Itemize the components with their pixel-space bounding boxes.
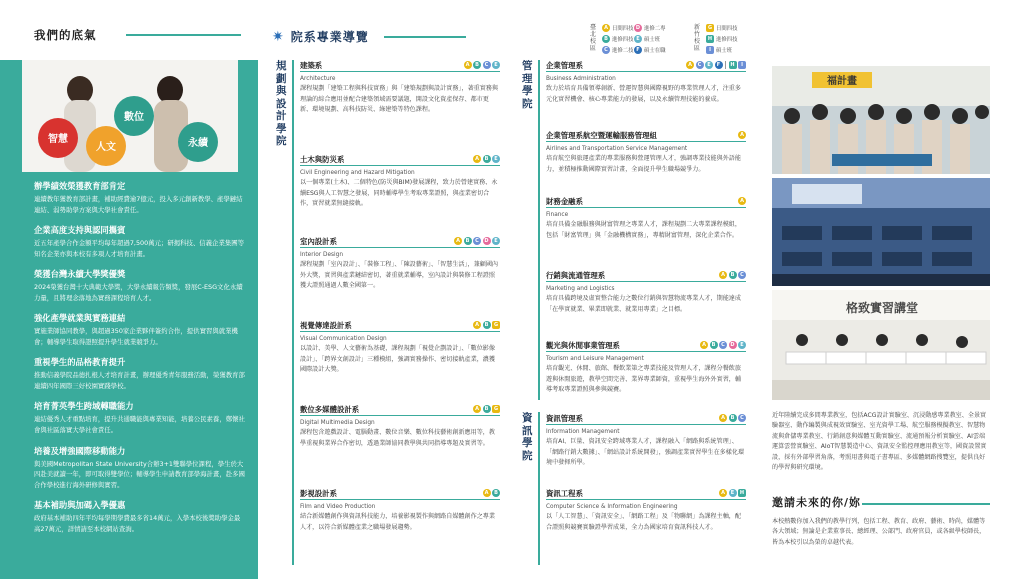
program-badges bbox=[473, 155, 500, 163]
college-bar-1 bbox=[292, 60, 294, 565]
department-card bbox=[300, 154, 500, 210]
program-badge: A bbox=[464, 61, 472, 69]
invite-rule bbox=[862, 503, 990, 505]
legend-taipei-label: 臺北校區 bbox=[590, 24, 597, 52]
legend-marker: I bbox=[706, 46, 714, 54]
advantage-body: 連結優秀人才重點培育，提升共通職能與專業知能，培養公民素養，鄭懷社會與社區落實大學社會責任。 bbox=[34, 415, 245, 435]
department-english-name: Marketing and Logistics bbox=[546, 286, 615, 292]
advantage-block bbox=[34, 269, 246, 304]
invite-text: 本校熱數你加入我們的教學行列，包括工程、教育、政府、藝術、時尚，媒體等各大領域；無論是企業董事長、總經理、公部門、政府官員，或各級學校師長，皆為本校引以為榮的卓越代表。 bbox=[772, 518, 986, 546]
badge-separator bbox=[725, 61, 726, 69]
advantage-body: 實施業師協同教學，與超過350家企業夥伴簽約合作，提供實習與就業機會；輔導學生取得證照提升學生就業競爭力。 bbox=[34, 327, 238, 347]
program-badges bbox=[483, 489, 501, 497]
department-name: 影視設計系 bbox=[300, 488, 337, 498]
department-header bbox=[300, 320, 500, 332]
program-badge: F bbox=[715, 61, 723, 69]
department-english-name: Visual Communication Design bbox=[300, 336, 387, 342]
department-header bbox=[300, 154, 500, 166]
program-badge: D bbox=[730, 342, 735, 348]
department-card bbox=[546, 340, 746, 396]
college-bar-3 bbox=[538, 412, 540, 565]
section-rule bbox=[384, 36, 466, 38]
legend-hsinchu-label: 新竹校區 bbox=[694, 24, 701, 52]
left-panel bbox=[0, 0, 258, 579]
program-badge: B bbox=[710, 341, 718, 349]
program-badge: C bbox=[696, 61, 704, 69]
college-planning-design: 規劃與設計學院 bbox=[276, 60, 287, 147]
legend-marker: F bbox=[634, 46, 642, 54]
department-card bbox=[546, 413, 746, 469]
sign-3: 數位 bbox=[124, 112, 144, 123]
program-badge: H bbox=[739, 490, 745, 496]
department-name: 室內設計系 bbox=[300, 236, 337, 246]
legend-label: 碩士班 bbox=[716, 48, 733, 54]
program-badges bbox=[719, 414, 746, 422]
department-card bbox=[546, 130, 746, 175]
advantage-body: 推動信義學院品德扎根人才培育計畫，辦理優秀青年服務活動，榮獲教育部連續四年國際三好校園實踐學校。 bbox=[34, 371, 245, 391]
advantage-block bbox=[34, 313, 246, 348]
legend-marker: C bbox=[602, 46, 610, 54]
department-description: 以「人工智慧」、「資訊安全」、「網路工程」及「物聯網」為課程主軸，配合證照與競賽實驗證學習成果，全力為國家培育資訊科技人才。 bbox=[546, 513, 741, 531]
department-name: 行銷與流通管理系 bbox=[546, 270, 606, 280]
advantage-block bbox=[34, 446, 246, 491]
legend-item bbox=[634, 24, 666, 32]
program-badge: H bbox=[730, 62, 735, 68]
department-description: 課程規劃「建築工程與科技實務」與「建築規劃與設計實務」，著重實務與理論的綜合應用並配合建築領域需要議題，開設文化資產保存、都市更新、環境規劃、高科技防災、綠建築等特色課程。 bbox=[300, 85, 499, 114]
left-header bbox=[0, 0, 258, 60]
advantage-heading: 強化產學就業與實務連結 bbox=[34, 313, 126, 324]
department-name: 企業管理系 bbox=[546, 60, 583, 70]
advantage-heading: 企業高度支持與認同攜賓 bbox=[34, 225, 126, 236]
legend-label: 進修二技 bbox=[612, 48, 634, 54]
department-english-name: Digital Multimedia Design bbox=[300, 420, 375, 426]
program-badge: B bbox=[483, 321, 491, 329]
advantage-list bbox=[34, 181, 246, 545]
program-badge: A bbox=[483, 489, 491, 497]
hall-sign: 格致實習講堂 bbox=[845, 301, 919, 315]
legend-marker: E bbox=[634, 35, 642, 43]
department-english-name: Information Management bbox=[546, 429, 620, 435]
students-photo bbox=[22, 60, 238, 172]
program-badges bbox=[473, 321, 500, 329]
department-header bbox=[546, 60, 746, 72]
department-name: 企業管理系航空暨運輸服務管理組 bbox=[546, 130, 657, 140]
legend-label: 碩士在職 bbox=[644, 48, 666, 54]
legend-marker: H bbox=[707, 36, 713, 42]
left-title: 我們的底氣 bbox=[34, 28, 97, 42]
department-card bbox=[546, 60, 746, 105]
program-badge: A bbox=[719, 271, 727, 279]
department-header bbox=[300, 404, 500, 416]
department-header bbox=[546, 270, 746, 282]
advantage-block bbox=[34, 357, 246, 392]
department-english-name: Tourism and Leisure Management bbox=[546, 356, 644, 362]
department-english-name: Film and Video Production bbox=[300, 504, 376, 510]
advantage-block bbox=[34, 181, 246, 216]
program-badge: C bbox=[719, 341, 727, 349]
legend-marker: A bbox=[602, 24, 610, 32]
department-description: 培育具備跨境及虛實整合能力之數位行銷與智慧物流專業人才，期能達成「在學實就業、畢業即就業、就業用專業」之目標。 bbox=[546, 295, 741, 313]
program-badge: B bbox=[492, 489, 500, 497]
advantage-heading: 重視學生的品格教育提升 bbox=[34, 357, 126, 368]
title-rule bbox=[126, 34, 241, 36]
advantage-heading: 基本補助與加碼入學優惠 bbox=[34, 500, 126, 511]
program-badge: D bbox=[484, 238, 489, 244]
program-badge: E bbox=[492, 61, 500, 69]
program-badge: A bbox=[738, 197, 746, 205]
legend-marker: G bbox=[707, 25, 713, 31]
program-badge: A bbox=[738, 131, 746, 139]
legend-item bbox=[706, 35, 738, 43]
program-badges bbox=[473, 405, 500, 413]
advantage-body: 2024榮獲台灣十大典範大學獎，大學永續報告類獎，發展C-ESG文化永續力量，且將理念落地為實務課程培育人才。 bbox=[34, 283, 243, 302]
program-badge: A bbox=[473, 321, 481, 329]
program-badges bbox=[719, 271, 746, 279]
department-card bbox=[546, 270, 746, 315]
program-badge: G bbox=[493, 406, 499, 412]
department-name: 建築系 bbox=[300, 60, 323, 70]
program-badge: A bbox=[473, 155, 481, 163]
department-description: 結合新媒體創作與資訊科技能力，培養影視製作與網路自媒體創作之專業人才，以符合新媒體產業之職場發展趨勢。 bbox=[300, 513, 495, 531]
advantage-block bbox=[34, 225, 246, 260]
legend-label: 進修四技 bbox=[716, 37, 738, 43]
program-badge: A bbox=[719, 414, 727, 422]
department-name: 財務金融系 bbox=[546, 196, 583, 206]
program-badge: E bbox=[492, 155, 500, 163]
advantage-heading: 榮獲台灣永續大學獎優獎 bbox=[34, 269, 126, 280]
department-description: 培育AI、巨量、資訊安全跨域專業人才，課程融入「網路與系統管理」、「網路行銷大數據」、「網站設計系統開發」，強調產業實習學生在多樣化環境中發揮所學。 bbox=[546, 438, 745, 467]
advantage-heading: 辦學績效榮獲教育部肯定 bbox=[34, 181, 126, 191]
legend-label: 進修二專 bbox=[644, 26, 666, 32]
advantage-block bbox=[34, 500, 246, 535]
legend-item bbox=[602, 35, 634, 43]
department-header bbox=[546, 413, 746, 425]
legend-marker: D bbox=[635, 25, 641, 31]
photo-sign: 福計畫 bbox=[827, 76, 857, 87]
legend-item bbox=[602, 24, 634, 32]
program-badges bbox=[464, 61, 501, 69]
department-header bbox=[546, 130, 746, 142]
program-badges bbox=[454, 237, 500, 245]
program-badge: B bbox=[729, 414, 737, 422]
section-title-text: 院系專業導覽 bbox=[290, 30, 369, 44]
program-badge: A bbox=[454, 237, 462, 245]
program-badge: I bbox=[738, 61, 746, 69]
department-description: 培育觀光、休閒、旅館、餐飲業第之專業技能及管理人才，課程分餐飲旅遊與休閒旅遊，教學空間完善、業界專業師資，重視學生海外外實習，輔導考取專業證照與參與競賽。 bbox=[546, 365, 741, 394]
department-name: 數位多媒體設計系 bbox=[300, 404, 360, 414]
classroom-photo bbox=[772, 178, 990, 286]
department-english-name: Interior Design bbox=[300, 252, 344, 258]
department-header bbox=[546, 488, 746, 500]
program-badge: C bbox=[738, 271, 746, 279]
department-card bbox=[546, 196, 746, 241]
legend-marker: B bbox=[602, 35, 610, 43]
department-card bbox=[300, 320, 500, 376]
program-badge: G bbox=[493, 322, 499, 328]
advantage-block bbox=[34, 401, 246, 436]
advantage-body: 連續教年獲教育部計畫，補助經費逾7億元，投入多元創新教學、產學鏈結連結、弱勢助學方案與大學社會責任。 bbox=[34, 195, 243, 214]
department-header bbox=[300, 60, 500, 72]
lecture-hall-photo bbox=[772, 290, 990, 400]
department-description: 致力於培育具備領導創新、營運智慧與國際視野的專業管理人才，注重多元化實習機會、核心專業能力的發展，以及永續管理技能的養成。 bbox=[546, 85, 741, 103]
department-english-name: Finance bbox=[546, 212, 569, 218]
department-card bbox=[300, 236, 500, 292]
program-badge: E bbox=[729, 489, 737, 497]
department-header bbox=[546, 340, 746, 352]
program-badge: B bbox=[483, 155, 491, 163]
department-description: 培育具備金融服務與財富管理之專業人才，課程規劃二大專業課程模組，包括「財富管理」與「金融機構實務」，專精財富管理，深化企業合作。 bbox=[546, 221, 741, 239]
advantage-heading: 培養及增強國際移動能力 bbox=[34, 445, 126, 456]
college-information: 資訊學院 bbox=[522, 412, 533, 462]
department-header bbox=[546, 196, 746, 208]
advantage-body: 與美國Metropolitan State University合辦3+1雙聯學位課程，學生於大四赴美就讀一年，即可取得雙學位；輔導學生申請教育部學海計畫，赴多國合作學校進行海外研修與實習。 bbox=[34, 459, 245, 490]
ceremony-photo bbox=[772, 66, 990, 174]
department-description: 以設計、美學、人文藝術為基礎，課程規劃「視覺企劃設計」、「數位影像設計」、「跨界文創設計」三種模組，強調實務操作、密切接軌產業，濃獲國際設計大獎。 bbox=[300, 345, 495, 374]
department-card bbox=[546, 488, 746, 533]
program-badge: C bbox=[738, 414, 746, 422]
program-badge: C bbox=[473, 237, 481, 245]
section-title bbox=[272, 28, 369, 45]
department-card bbox=[300, 404, 500, 449]
legend-item bbox=[602, 46, 634, 54]
college-management: 管理學院 bbox=[522, 60, 533, 110]
department-card bbox=[300, 488, 500, 533]
sign-4: 永續 bbox=[188, 138, 208, 149]
legend-label: 碩士班 bbox=[644, 37, 661, 43]
sparkle-icon: ✷ bbox=[272, 29, 285, 45]
department-description: 課程包含遊戲設計、電腦動畫、數位音樂、數位科技藝術創新應用等，教學重視與業界合作密切，透過業師協同教學與共同指導專題及實習等。 bbox=[300, 429, 495, 447]
department-header bbox=[300, 236, 500, 248]
department-english-name: Airlines and Transportation Service Management bbox=[546, 146, 688, 152]
legend-item bbox=[634, 35, 660, 43]
program-badge: A bbox=[686, 61, 694, 69]
department-english-name: Business Administration bbox=[546, 76, 616, 82]
legend-item bbox=[706, 46, 732, 54]
program-badges bbox=[738, 197, 746, 205]
department-card bbox=[300, 60, 500, 116]
advantage-heading: 培育菁英學生跨域轉職能力 bbox=[34, 401, 134, 412]
program-badge: B bbox=[729, 271, 737, 279]
department-english-name: Civil Engineering and Hazard Mitigation bbox=[300, 170, 415, 176]
department-english-name: Computer Science & Information Engineering bbox=[546, 504, 678, 510]
legend-label: 日間四技 bbox=[612, 26, 634, 32]
program-badges bbox=[700, 341, 746, 349]
program-badge: A bbox=[473, 405, 481, 413]
program-badge: E bbox=[738, 341, 746, 349]
department-name: 資訊工程系 bbox=[546, 488, 583, 498]
advantage-body: 政府基本補助四年平均每學期學費最多省14萬元，入學本校後獎助學金最高27萬元，詳情請至本校網站查詢。 bbox=[34, 514, 241, 534]
program-badge: B bbox=[464, 237, 472, 245]
invite-title: 邀請未來的你/妳 bbox=[772, 496, 862, 509]
program-badges bbox=[686, 61, 746, 69]
program-badges bbox=[719, 489, 746, 497]
department-english-name: Architecture bbox=[300, 76, 336, 82]
department-name: 土木與防災系 bbox=[300, 154, 345, 164]
legend-item bbox=[634, 46, 666, 54]
program-badge: A bbox=[719, 489, 727, 497]
department-description: 以一個專業(土木)、二個特色(防災與BIM)發展課程，致力於營建實務、永續ESG與人工智慧之發展，同時輔導學生考取專業證照，與產業密切合作，實習就業無縫接軌。 bbox=[300, 179, 498, 208]
department-header bbox=[300, 488, 500, 500]
department-name: 資訊管理系 bbox=[546, 413, 583, 423]
department-name: 視覺傳達設計系 bbox=[300, 320, 352, 330]
legend-label: 日間四技 bbox=[716, 26, 738, 32]
legend-item bbox=[706, 24, 738, 32]
legend-label: 進修四技 bbox=[612, 37, 634, 43]
program-badge: C bbox=[483, 61, 491, 69]
department-name: 觀光與休閒事業管理系 bbox=[546, 340, 620, 350]
advantage-body: 近五年產學合作金額平均每年超過7,500萬元；研揭科技、信義企業集團等知名企業亦與本校有多項人才培育計畫。 bbox=[34, 239, 245, 258]
program-badge: A bbox=[700, 341, 708, 349]
college-bar-2 bbox=[538, 60, 540, 400]
program-badge: B bbox=[483, 405, 491, 413]
program-badges bbox=[738, 131, 746, 139]
program-badge: B bbox=[473, 61, 481, 69]
department-description: 培育航空與旅運產業的專業服務與營運管理人才，強調專業技能與外語能力，並積極推動國際實習計畫，全面提升學生職場競爭力。 bbox=[546, 155, 741, 173]
program-badge: E bbox=[705, 61, 713, 69]
sign-1: 智慧 bbox=[48, 134, 68, 145]
department-description: 課程規劃「室內設計」、「裝修工程」、「陳設藝術」、「智慧生活」，兼顧國內外大獎，實習與產業鏈結密切，著重就業輔導，室內設計與裝修工程證照獲大證照通過人數全國第一。 bbox=[300, 261, 499, 290]
sign-2: 人文 bbox=[96, 142, 116, 153]
program-badge: E bbox=[492, 237, 500, 245]
facilities-text: 近年陸續完成多間專業教室，包括ACG設計實驗室、沉浸動感專業教室、全景實驗器室、動作編製與成視效實驗室、室光資學工場、航空服務模擬教室、智慧物流與倉儲專業教室、行銷創意與媒體互動實驗室、流通預報分析實驗室、AI雲端運算雲營實驗室、AIoT智慧製造中心、資訊安全監控理應用教室等，國資設置實設，採有外部學習角落，考照用書與電子書專區、多媒體網路搜覽室，提供良好的學習與研究環境。 bbox=[772, 412, 987, 472]
